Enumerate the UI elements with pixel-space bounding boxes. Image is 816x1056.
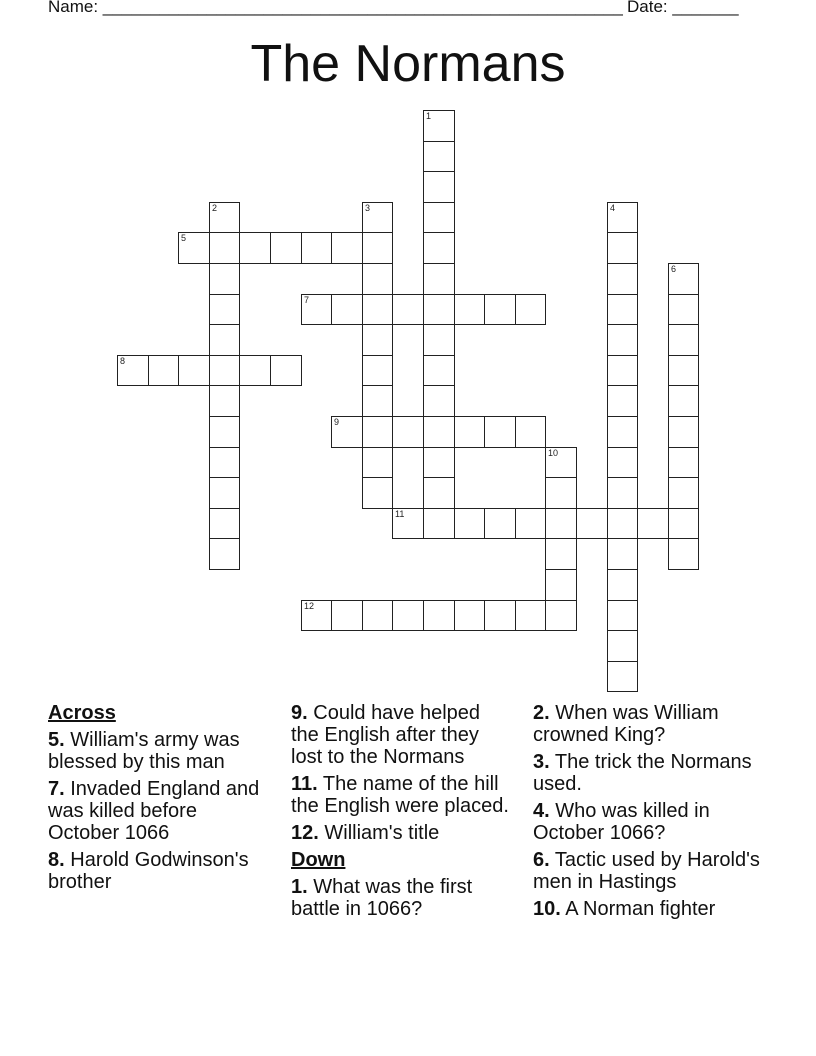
cell-number: 12	[304, 601, 315, 611]
crossword-cell[interactable]	[607, 569, 638, 601]
crossword-cell[interactable]	[209, 447, 240, 478]
crossword-cell[interactable]	[423, 141, 455, 172]
crossword-cell[interactable]	[423, 447, 455, 478]
crossword-cell[interactable]	[515, 508, 546, 539]
crossword-cell[interactable]	[668, 447, 699, 478]
cell-number: 5	[181, 233, 187, 243]
crossword-cell[interactable]	[209, 385, 240, 417]
across-clue	[291, 773, 511, 817]
crossword-cell[interactable]	[668, 385, 699, 417]
crossword-cell[interactable]	[668, 324, 699, 356]
crossword-cell[interactable]	[209, 538, 240, 570]
clue-text: Invaded England and was killed before October 1066	[48, 778, 260, 844]
clue-number: 3.	[533, 751, 550, 773]
crossword-cell[interactable]	[270, 355, 302, 386]
crossword-cell[interactable]	[362, 263, 393, 295]
clue-text: What was the first battle in 1066?	[291, 876, 473, 920]
crossword-cell[interactable]	[423, 416, 455, 448]
clue-column-3	[533, 702, 773, 925]
cell-number: 9	[334, 417, 340, 427]
crossword-cell[interactable]	[301, 294, 332, 325]
clue-number: 8.	[48, 849, 65, 871]
crossword-cell[interactable]	[515, 294, 546, 325]
down-clue	[533, 849, 773, 893]
clue-number: 2.	[533, 702, 550, 724]
crossword-cell[interactable]	[178, 232, 210, 264]
crossword-cell[interactable]	[668, 416, 699, 448]
clue-number: 5.	[48, 729, 65, 751]
across-clue	[291, 822, 511, 844]
clue-text: When was William crowned King?	[533, 702, 719, 746]
across-clue	[48, 778, 273, 844]
cell-number: 10	[548, 448, 559, 458]
crossword-cell[interactable]	[607, 263, 638, 295]
clue-number: 12.	[291, 822, 319, 844]
crossword-cell[interactable]	[515, 600, 546, 631]
crossword-cell[interactable]	[423, 324, 455, 356]
crossword-cell[interactable]	[423, 110, 455, 142]
across-clue	[48, 849, 273, 893]
crossword-cell[interactable]	[209, 324, 240, 356]
crossword-cell[interactable]	[301, 600, 332, 631]
clue-text: Could have helped the English after they lost to the Normans	[291, 702, 481, 768]
crossword-cell[interactable]	[607, 355, 638, 386]
crossword-cell[interactable]	[209, 232, 240, 264]
crossword-cell[interactable]	[423, 232, 455, 264]
crossword-cell[interactable]	[545, 569, 577, 601]
cell-number: 1	[426, 111, 432, 121]
crossword-cell[interactable]	[423, 477, 455, 509]
crossword-cell[interactable]	[545, 508, 577, 539]
crossword-cell[interactable]	[239, 355, 271, 386]
crossword-cell[interactable]	[607, 508, 638, 539]
crossword-cell[interactable]	[392, 600, 424, 631]
clue-number: 6.	[533, 849, 550, 871]
crossword-cell[interactable]	[545, 600, 577, 631]
crossword-cell[interactable]	[392, 508, 424, 539]
crossword-cell[interactable]	[607, 477, 638, 509]
crossword-cell[interactable]	[637, 508, 669, 539]
clue-column-1	[48, 702, 273, 898]
down-clue	[533, 898, 773, 920]
across-clue	[291, 702, 511, 768]
down-clue	[533, 800, 773, 844]
crossword-cell[interactable]	[362, 416, 393, 448]
clue-number: 11.	[291, 773, 318, 795]
clue-text: The trick the Normans used.	[533, 751, 752, 795]
crossword-cell[interactable]	[607, 630, 638, 662]
cell-number: 4	[610, 203, 616, 213]
crossword-cell[interactable]	[362, 202, 393, 233]
crossword-cell[interactable]	[362, 385, 393, 417]
clue-column-2	[291, 702, 511, 925]
crossword-cell[interactable]	[454, 416, 485, 448]
page-title: The Normans	[250, 35, 566, 93]
clue-number: 9.	[291, 702, 308, 724]
clue-number: 1.	[291, 876, 308, 898]
crossword-cell[interactable]	[148, 355, 179, 386]
crossword-cell[interactable]	[423, 508, 455, 539]
crossword-cell[interactable]	[668, 263, 699, 295]
crossword-cell[interactable]	[607, 202, 638, 233]
crossword-cell[interactable]	[209, 508, 240, 539]
clue-text: Tactic used by Harold's men in Hastings	[533, 849, 760, 893]
date-field-label[interactable]: Date: _______	[627, 0, 739, 16]
crossword-cell[interactable]	[362, 447, 393, 478]
crossword-cell[interactable]	[576, 508, 608, 539]
crossword-cell[interactable]	[607, 661, 638, 692]
crossword-cell[interactable]	[484, 294, 516, 325]
crossword-cell[interactable]	[545, 477, 577, 509]
crossword-cell[interactable]	[209, 416, 240, 448]
crossword-cell[interactable]	[607, 538, 638, 570]
crossword-cell[interactable]	[607, 447, 638, 478]
clue-text: The name of the hill the English were placed.	[291, 773, 509, 817]
crossword-cell[interactable]	[423, 600, 455, 631]
crossword-cell[interactable]	[362, 600, 393, 631]
crossword-cell[interactable]	[209, 202, 240, 233]
down-clue	[533, 702, 773, 746]
crossword-cell[interactable]	[331, 600, 363, 631]
crossword-cell[interactable]	[668, 477, 699, 509]
clue-text: William's army was blessed by this man	[48, 729, 240, 773]
crossword-cell[interactable]	[392, 294, 424, 325]
clue-number: 10.	[533, 898, 561, 920]
crossword-cell[interactable]	[362, 324, 393, 356]
crossword-cell[interactable]	[668, 508, 699, 539]
crossword-cell[interactable]	[423, 171, 455, 203]
name-field-label[interactable]: Name: _______________________________________________________	[48, 0, 623, 16]
crossword-cell[interactable]	[362, 477, 393, 509]
clue-text: A Norman fighter	[565, 898, 716, 920]
crossword-cell[interactable]	[362, 232, 393, 264]
crossword-cell[interactable]	[545, 447, 577, 478]
crossword-cell[interactable]	[484, 508, 516, 539]
clue-text: Harold Godwinson's brother	[48, 849, 249, 893]
clue-text: Who was killed in October 1066?	[533, 800, 710, 844]
crossword-cell[interactable]	[454, 294, 485, 325]
crossword-cell[interactable]	[392, 416, 424, 448]
cell-number: 2	[212, 203, 218, 213]
crossword-cell[interactable]	[209, 477, 240, 509]
crossword-cell[interactable]	[545, 538, 577, 570]
crossword-cell[interactable]	[607, 600, 638, 631]
cell-number: 11	[395, 509, 405, 519]
crossword-cell[interactable]	[331, 232, 363, 264]
crossword-cell[interactable]	[301, 232, 332, 264]
clue-number: 4.	[533, 800, 550, 822]
crossword-cell[interactable]	[515, 416, 546, 448]
crossword-cell[interactable]	[209, 263, 240, 295]
crossword-cell[interactable]	[178, 355, 210, 386]
crossword-cell[interactable]	[331, 416, 363, 448]
clue-text: William's title	[324, 822, 440, 844]
crossword-cell[interactable]	[668, 538, 699, 570]
crossword-cell[interactable]	[668, 294, 699, 325]
cell-number: 6	[671, 264, 677, 274]
down-clue	[533, 751, 773, 795]
crossword-cell[interactable]	[423, 355, 455, 386]
crossword-cell[interactable]	[423, 263, 455, 295]
crossword-cell[interactable]	[209, 294, 240, 325]
crossword-cell[interactable]	[362, 294, 393, 325]
crossword-cell[interactable]	[607, 385, 638, 417]
crossword-cell[interactable]	[607, 232, 638, 264]
crossword-cell[interactable]	[607, 416, 638, 448]
crossword-cell[interactable]	[484, 416, 516, 448]
across-heading: Across	[48, 702, 116, 724]
crossword-cell[interactable]	[454, 508, 485, 539]
crossword-cell[interactable]	[239, 232, 271, 264]
crossword-cell[interactable]	[607, 294, 638, 325]
cell-number: 8	[120, 356, 126, 366]
down-clue	[291, 876, 511, 920]
crossword-cell[interactable]	[270, 232, 302, 264]
crossword-cell[interactable]	[209, 355, 240, 386]
crossword-cell[interactable]	[423, 294, 455, 325]
cell-number: 3	[365, 203, 371, 213]
crossword-cell[interactable]	[668, 355, 699, 386]
clue-number: 7.	[48, 778, 65, 800]
crossword-cell[interactable]	[331, 294, 363, 325]
crossword-cell[interactable]	[423, 385, 455, 417]
across-clue	[48, 729, 273, 773]
crossword-cell[interactable]	[117, 355, 149, 386]
crossword-cell[interactable]	[484, 600, 516, 631]
crossword-cell[interactable]	[423, 202, 455, 233]
crossword-cell[interactable]	[362, 355, 393, 386]
crossword-cell[interactable]	[454, 600, 485, 631]
cell-number: 7	[304, 295, 310, 305]
down-heading: Down	[291, 849, 346, 871]
crossword-cell[interactable]	[607, 324, 638, 356]
